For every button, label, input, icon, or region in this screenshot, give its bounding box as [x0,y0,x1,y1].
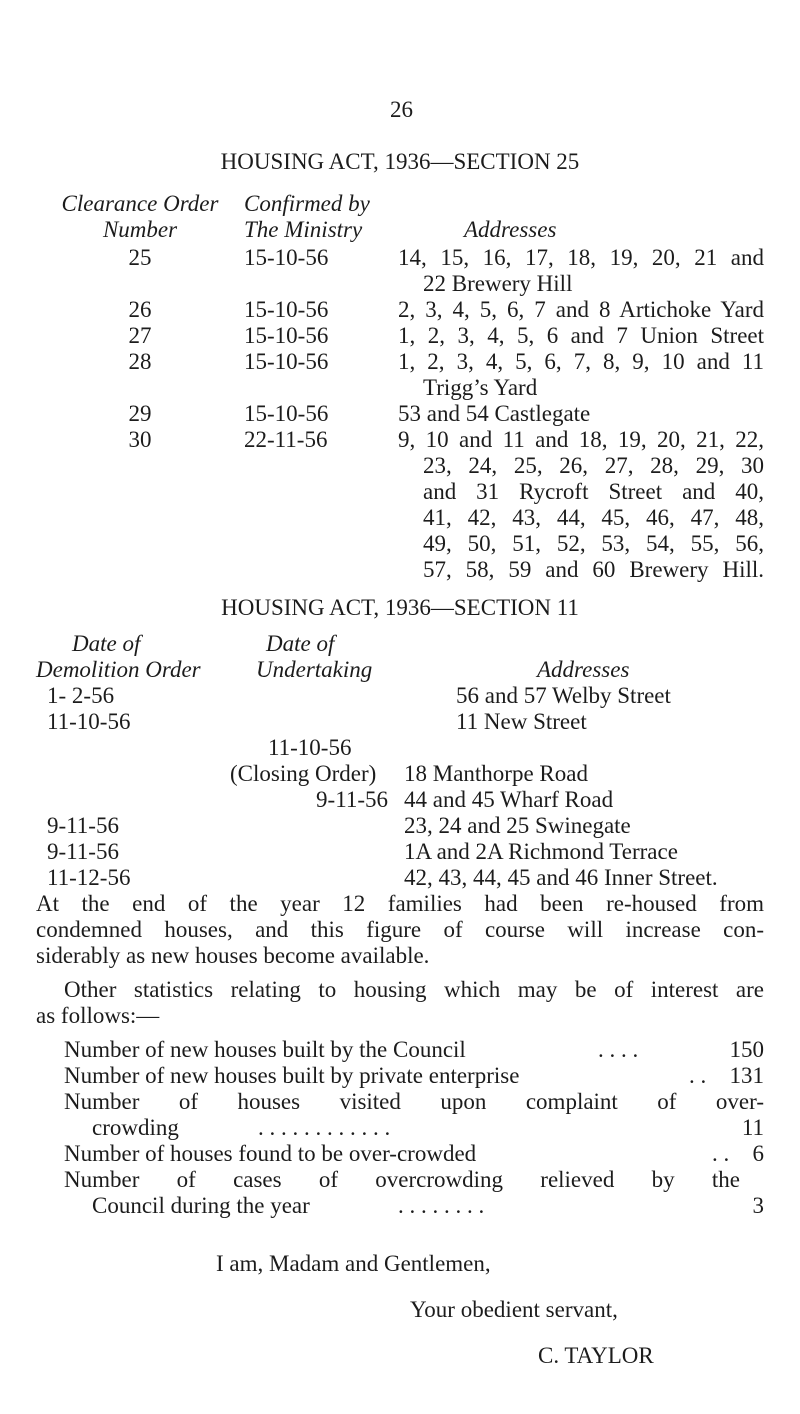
stat-label: Number of new houses built by private enterprise [64,1063,520,1088]
stat-label: Number of houses found to be over-crowded [64,1141,477,1166]
address-line: 53 and 54 Castlegate [398,401,591,426]
order-number: 26 [128,297,152,322]
address: 42, 43, 44, 45 and 46 Inner Street. [404,865,718,890]
address: 18 Manthorpe Road [404,761,588,786]
address-line: 41, 42, 43, 44, 45, 46, 47, 48, [423,505,764,530]
stat-leader-dots: . . . . [598,1037,639,1062]
rehoused-paragraph-line1: At the end of the year 12 families had been re-housed from [36,891,764,916]
undertaking-note: (Closing Order) [230,761,377,786]
statistics-intro-line2: as follows:— [36,1003,160,1028]
address-line: 14, 15, 16, 17, 18, 19, 20, 21 and [398,245,764,270]
undertaking-header-line1: Date of [266,631,335,656]
address-line: 49, 50, 51, 52, 53, 54, 55, 56, [423,531,764,556]
confirmed-header-line2: The Ministry [244,217,363,242]
address: 11 New Street [456,709,587,734]
address: 1A and 2A Richmond Terrace [404,839,678,864]
address-line: 1, 2, 3, 4, 5, 6, 7, 8, 9, 10 and 11 [398,349,764,374]
demolition-date: 11-10-56 [47,709,131,734]
stat-value: 6 [752,1141,764,1166]
address-line: Trigg’s Yard [423,375,538,400]
stat-label: Number of cases of overcrowding relieved by the [64,1167,740,1192]
confirmed-header-line1: Confirmed by [244,191,370,216]
address: 44 and 45 Wharf Road [404,787,614,812]
page-number: 26 [390,97,413,122]
undertaking-date: 11-10-56 [268,735,352,760]
address-line: 2, 3, 4, 5, 6, 7 and 8 Artichoke Yard [398,297,764,322]
stat-value: 131 [729,1063,764,1088]
stat-label: Number of new houses built by the Council [64,1037,466,1062]
order-number: 29 [128,401,152,426]
address-line: 9, 10 and 11 and 18, 19, 20, 21, 22, [398,427,764,452]
stat-label: crowding [92,1115,179,1140]
addresses-header: Addresses [537,657,630,682]
demolition-date: 11-12-56 [47,865,131,890]
stat-label: Number of houses visited upon complaint of over- [64,1089,764,1114]
confirmed-date: 15-10-56 [244,297,329,322]
statistics-intro-line1: Other statistics relating to housing which may be of interest are [64,977,764,1002]
stat-leader-dots: . . . . . . . . [398,1193,485,1218]
section-25-title: HOUSING ACT, 1936—SECTION 25 [220,149,580,174]
stat-leader-dots: . . . . . . . . . . . . [258,1115,391,1140]
address-line: 57, 58, 59 and 60 Brewery Hill. [423,557,764,582]
clearance-order-header-line1: Clearance Order [61,191,219,216]
clearance-order-header-line2: Number [102,217,178,242]
confirmed-date: 15-10-56 [244,245,329,270]
order-number: 28 [128,349,152,374]
demolition-date: 9-11-56 [47,839,119,864]
rehoused-paragraph-line2: condemned houses, and this figure of course will increase con- [36,917,764,942]
address-line: and 31 Rycroft Street and 40, [423,479,764,504]
address-line: 23, 24, 25, 26, 27, 28, 29, 30 [423,453,764,478]
confirmed-date: 22-11-56 [244,427,328,452]
address-line: 1, 2, 3, 4, 5, 6 and 7 Union Street [398,323,764,348]
demolition-date: 1- 2-56 [47,683,115,708]
stat-label: Council during the year [92,1193,310,1218]
order-number: 25 [128,245,152,270]
section-11-title: HOUSING ACT, 1936—SECTION 11 [221,595,579,620]
signature: C. TAYLOR [538,1343,654,1368]
address: 23, 24 and 25 Swinegate [404,813,631,838]
address-line: 22 Brewery Hill [423,271,573,296]
confirmed-date: 15-10-56 [244,401,329,426]
rehoused-paragraph-line3: siderably as new houses become available. [36,943,430,968]
salutation: I am, Madam and Gentlemen, [216,1251,491,1276]
demolition-date: 9-11-56 [47,813,119,838]
stat-leader-dots: . . [689,1063,707,1088]
stat-value: 150 [729,1037,764,1062]
order-number: 30 [128,427,152,452]
stat-value: 3 [752,1193,764,1218]
undertaking-date: 9-11-56 [316,787,388,812]
demolition-header-line1: Date of [72,631,141,656]
stat-leader-dots: . . [712,1141,730,1166]
confirmed-date: 15-10-56 [244,323,329,348]
confirmed-date: 15-10-56 [244,349,329,374]
addresses-header: Addresses [464,217,557,242]
address: 56 and 57 Welby Street [456,683,671,708]
undertaking-header-line2: Undertaking [256,657,373,682]
demolition-header-line2: Demolition Order [36,657,201,682]
order-number: 27 [128,323,152,348]
stat-value: 11 [741,1115,764,1140]
valediction: Your obedient servant, [410,1297,618,1322]
